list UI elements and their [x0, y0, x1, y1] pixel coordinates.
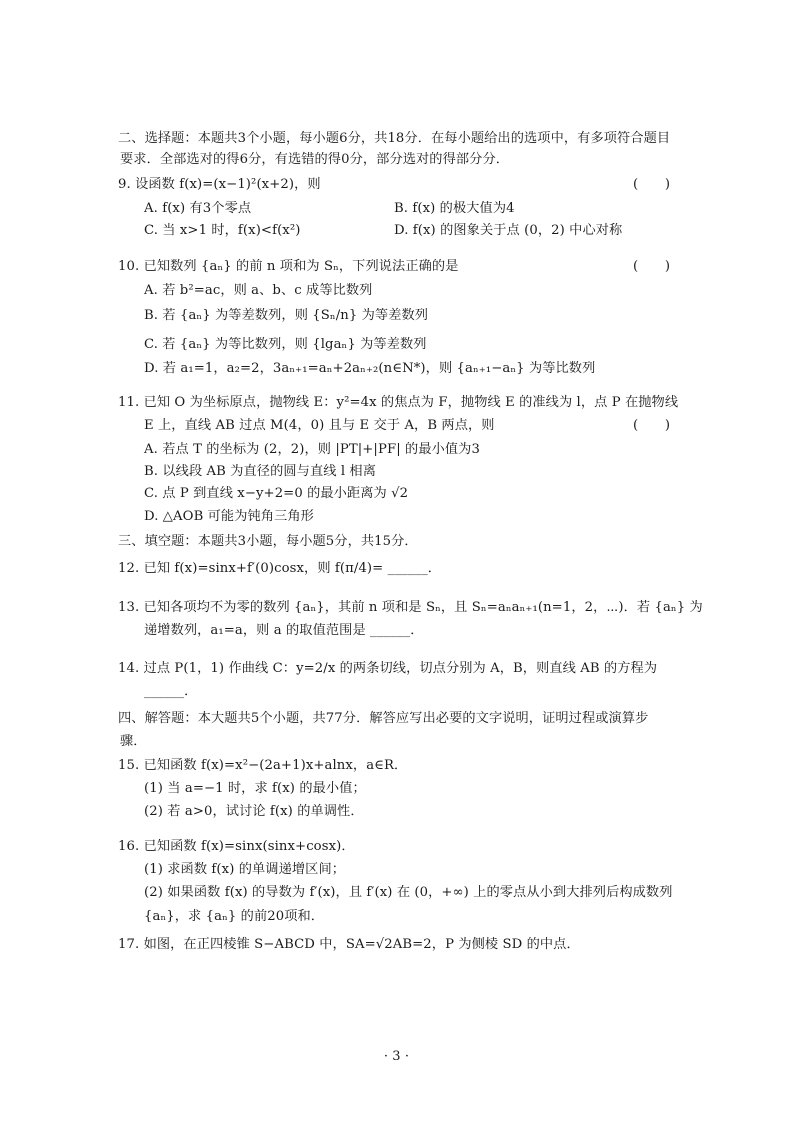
q10-stem: 10. 已知数列 {aₙ} 的前 n 项和为 Sₙ，下列说法正确的是: [118, 259, 459, 274]
q11-stem-line2: E 上，直线 AB 过点 M(4，0) 且与 E 交于 A，B 两点，则: [144, 418, 495, 433]
page-number: · 3 ·: [383, 1049, 410, 1064]
q9-option-c: C. 当 x>1 时，f(x)<f(x²): [144, 223, 301, 238]
q10-answer-paren: ( ): [633, 259, 671, 274]
section4-heading-line1: 四、解答题：本大题共5个小题，共77分．解答应写出必要的文字说明，证明过程或演算步: [118, 711, 649, 726]
q14-line1: 14. 过点 P(1，1) 作曲线 C：y=2/x 的两条切线，切点分别为 A，B，则直线 AB 的方程为: [118, 661, 658, 676]
q11-option-a: A. 若点 T 的坐标为 (2，2)，则 |PT|+|PF| 的最小值为3: [144, 442, 480, 457]
section4-heading-line2: 骤．: [120, 734, 147, 749]
q9-stem: 9. 设函数 f(x)=(x−1)²(x+2)，则: [118, 177, 321, 192]
q15-stem: 15. 已知函数 f(x)=x²−(2a+1)x+alnx，a∈R．: [118, 758, 408, 773]
q11-option-c: C. 点 P 到直线 x−y+2=0 的最小距离为 √2: [144, 486, 409, 501]
q13-line1: 13. 已知各项均不为零的数列 {aₙ}，其前 n 项和是 Sₙ，且 Sₙ=aₙaₙ₊₁(n=1，2，⋯)．若 {aₙ} 为: [118, 600, 703, 615]
q16-part2-line1: (2) 如果函数 f(x) 的导数为 f′(x)，且 f′(x) 在 (0，+∞) 上的零点从小到大排列后构成数列: [144, 885, 673, 900]
q9-option-d: D. f(x) 的图象关于点 (0，2) 中心对称: [394, 223, 623, 238]
q9-option-a: A. f(x) 有3个零点: [144, 201, 252, 216]
q15-part1: (1) 当 a=−1 时，求 f(x) 的最小值；: [144, 781, 366, 796]
q10-option-c: C. 若 {aₙ} 为等比数列，则 {lgaₙ} 为等差数列: [144, 337, 427, 352]
q10-option-a: A. 若 b²=ac，则 a、b、c 成等比数列: [144, 283, 373, 298]
q16-part2-line2: {aₙ}，求 {aₙ} 的前20项和．: [144, 909, 325, 924]
q11-option-b: B. 以线段 AB 为直径的圆与直线 l 相离: [144, 464, 377, 479]
q12-stem: 12. 已知 f(x)=sinx+f′(0)cosx，则 f(π/4)= ______．: [118, 561, 442, 576]
q11-answer-paren: ( ): [633, 418, 671, 433]
q14-line2: ______．: [144, 684, 198, 699]
q17-stem: 17. 如图，在正四棱锥 S−ABCD 中，SA=√2AB=2，P 为侧棱 SD 的中点．: [118, 937, 580, 952]
q13-line2: 递增数列，a₁=a，则 a 的取值范围是 ______．: [144, 623, 424, 638]
q9-option-b: B. f(x) 的极大值为4: [394, 201, 515, 216]
section3-heading: 三、填空题：本题共3小题，每小题5分，共15分．: [118, 534, 418, 549]
section2-heading-line1: 二、选择题：本题共3个小题，每小题6分，共18分．在每小题给出的选项中，有多项符合题目: [118, 131, 671, 146]
q10-option-b: B. 若 {aₙ} 为等差数列，则 {Sₙ/n} 为等差数列: [144, 308, 429, 323]
section2-heading-line2: 要求．全部选对的得6分，有选错的得0分，部分选对的得部分分．: [120, 152, 510, 167]
q11-option-d: D. △AOB 可能为钝角三角形: [144, 509, 314, 524]
q15-part2: (2) 若 a>0，试讨论 f(x) 的单调性．: [144, 804, 364, 819]
q16-part1: (1) 求函数 f(x) 的单调递增区间；: [144, 862, 346, 877]
q10-option-d: D. 若 a₁=1，a₂=2，3aₙ₊₁=aₙ+2aₙ₊₂(n∈N*)，则 {aₙ₊₁−aₙ} 为等比数列: [144, 361, 596, 376]
q9-answer-paren: ( ): [633, 177, 671, 192]
q11-stem-line1: 11. 已知 O 为坐标原点，抛物线 E：y²=4x 的焦点为 F，抛物线 E 的准线为 l，点 P 在抛物线: [118, 395, 679, 410]
q16-stem: 16. 已知函数 f(x)=sinx(sinx+cosx)．: [118, 839, 355, 854]
